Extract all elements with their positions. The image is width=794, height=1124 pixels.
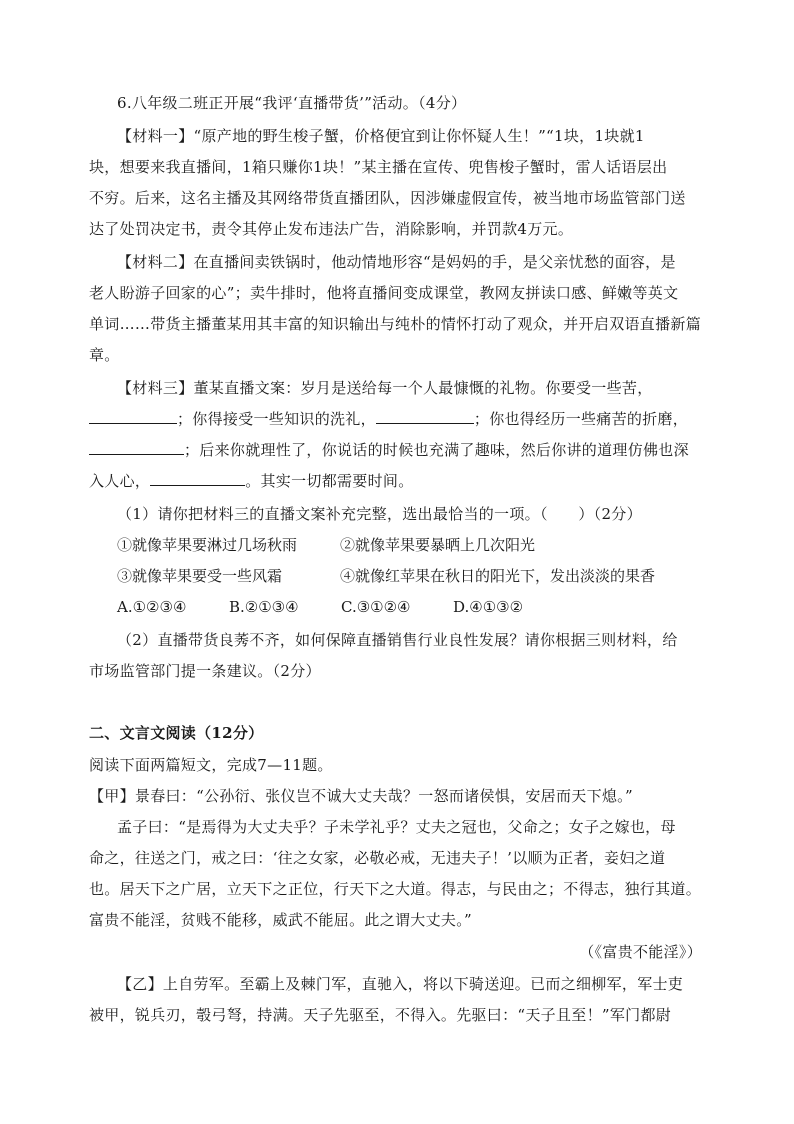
question-6-title: 6.八年级二班正开展“我评‘直播带货’”活动。（4分）	[117, 94, 467, 112]
choice-d[interactable]: D.④①③②	[453, 598, 524, 616]
choice-b[interactable]: B.②①③④	[229, 598, 299, 616]
material-3-text-b: ；你也得经历一些痛苦的折磨，	[473, 410, 689, 428]
material-1-line-2: 块，想要来我直播间，1箱只赚你1块！”某主播在宣传、兜售梭子蟹时，雷人话语层出	[89, 158, 668, 176]
fill-blank-1[interactable]	[89, 409, 177, 424]
sub-question-2-line-1: （2）直播带货良莠不齐，如何保障直播销售行业良性发展？请你根据三则材料，给	[117, 631, 678, 649]
material-3-line-1: 【材料三】董某直播文案：岁月是送给每一个人最慷慨的礼物。你要受一些苦，	[117, 379, 653, 397]
passage-jia-source: （《富贵不能淫》）	[579, 943, 702, 961]
fill-blank-3[interactable]	[89, 440, 184, 455]
material-3-text-a: ；你得接受一些知识的洗礼，	[177, 410, 376, 428]
material-1-line-1: 【材料一】“原产地的野生梭子蟹，价格便宜到让你怀疑人生！”“1块，1块就1	[117, 127, 645, 145]
material-3-line-4	[89, 471, 414, 491]
material-2-line-3: 单词……带货主播董某用其丰富的知识输出与纯朴的情怀打动了观众，并开启双语直播新篇	[89, 315, 702, 333]
material-3-text-d: 入人心，	[89, 472, 151, 490]
option-3: ③就像苹果要受一些风霜	[117, 567, 283, 585]
material-1-line-4: 达了处罚决定书，责令其停止发布违法广告，消除影响，并罚款4万元。	[89, 220, 574, 238]
passage-jia-line-4: 也。居天下之广居，立天下之正位，行天下之大道。得志，与民由之；不得志，独行其道。	[89, 880, 702, 898]
material-1-line-3: 不穷。后来，这名主播及其网络带货直播团队，因涉嫌虚假宣传，被当地市场监管部门送	[89, 189, 686, 207]
passage-jia-line-5: 富贵不能淫，贫贱不能移，威武不能屈。此之谓大丈夫。”	[89, 911, 472, 929]
choice-a[interactable]: A.①②③④	[117, 598, 187, 616]
material-2-line-2: 老人盼游子回家的心”；卖牛排时，他将直播间变成课堂，教网友拼读口感、鲜嫩等英文	[89, 284, 679, 302]
material-3-text-c: ；后来你就理性了，你说话的时候也充满了趣味，然后你讲的道理仿佛也深	[184, 441, 689, 459]
passage-yi-line-2: 被甲，锐兵刃，彀弓弩，持满。天子先驱至，不得入。先驱曰：“天子且至！”军门都尉	[89, 1006, 672, 1024]
option-4: ④就像红苹果在秋日的阳光下，发出淡淡的果香	[340, 567, 656, 585]
section-2-intro: 阅读下面两篇短文，完成7—11题。	[89, 756, 333, 774]
sub-question-2-line-2: 市场监管部门提一条建议。（2分）	[89, 662, 321, 680]
passage-yi-line-1: 【乙】上自劳军。至霸上及棘门军，直驰入，将以下骑送迎。已而之细柳军，军士吏	[117, 975, 684, 993]
option-1: ①就像苹果要淋过几场秋雨	[117, 536, 298, 554]
material-2-line-4: 章。	[89, 346, 120, 364]
section-2-heading: 二、文言文阅读（12分）	[89, 724, 264, 742]
passage-jia-line-2: 孟子曰：“是焉得为大丈夫乎？子未学礼乎？丈夫之冠也，父命之；女子之嫁也，母	[117, 818, 676, 836]
material-3-text-e: 。其实一切都需要时间。	[245, 472, 414, 490]
passage-jia-line-1: 【甲】景春曰：“公孙衍、张仪岂不诚大丈夫哉？一怒而诸侯惧，安居而天下熄。”	[89, 787, 633, 805]
material-2-line-1: 【材料二】在直播间卖铁锅时，他动情地形容“是妈妈的手，是父亲忧愁的面容，是	[117, 253, 676, 271]
fill-blank-2[interactable]	[376, 409, 474, 424]
fill-blank-4[interactable]	[150, 471, 245, 486]
material-3-line-2	[89, 409, 688, 429]
material-3-line-3	[89, 440, 689, 460]
sub-question-1: （1）请你把材料三的直播文案补充完整，选出最恰当的一项。（ ）（2分）	[117, 505, 642, 523]
choice-c[interactable]: C.③①②④	[341, 598, 411, 616]
passage-jia-line-3: 命之，往送之门，戒之曰：‘往之女家，必敬必戒，无违夫子！’以顺为正者，妾妇之道	[89, 849, 666, 867]
option-2: ②就像苹果要暴晒上几次阳光	[340, 536, 536, 554]
